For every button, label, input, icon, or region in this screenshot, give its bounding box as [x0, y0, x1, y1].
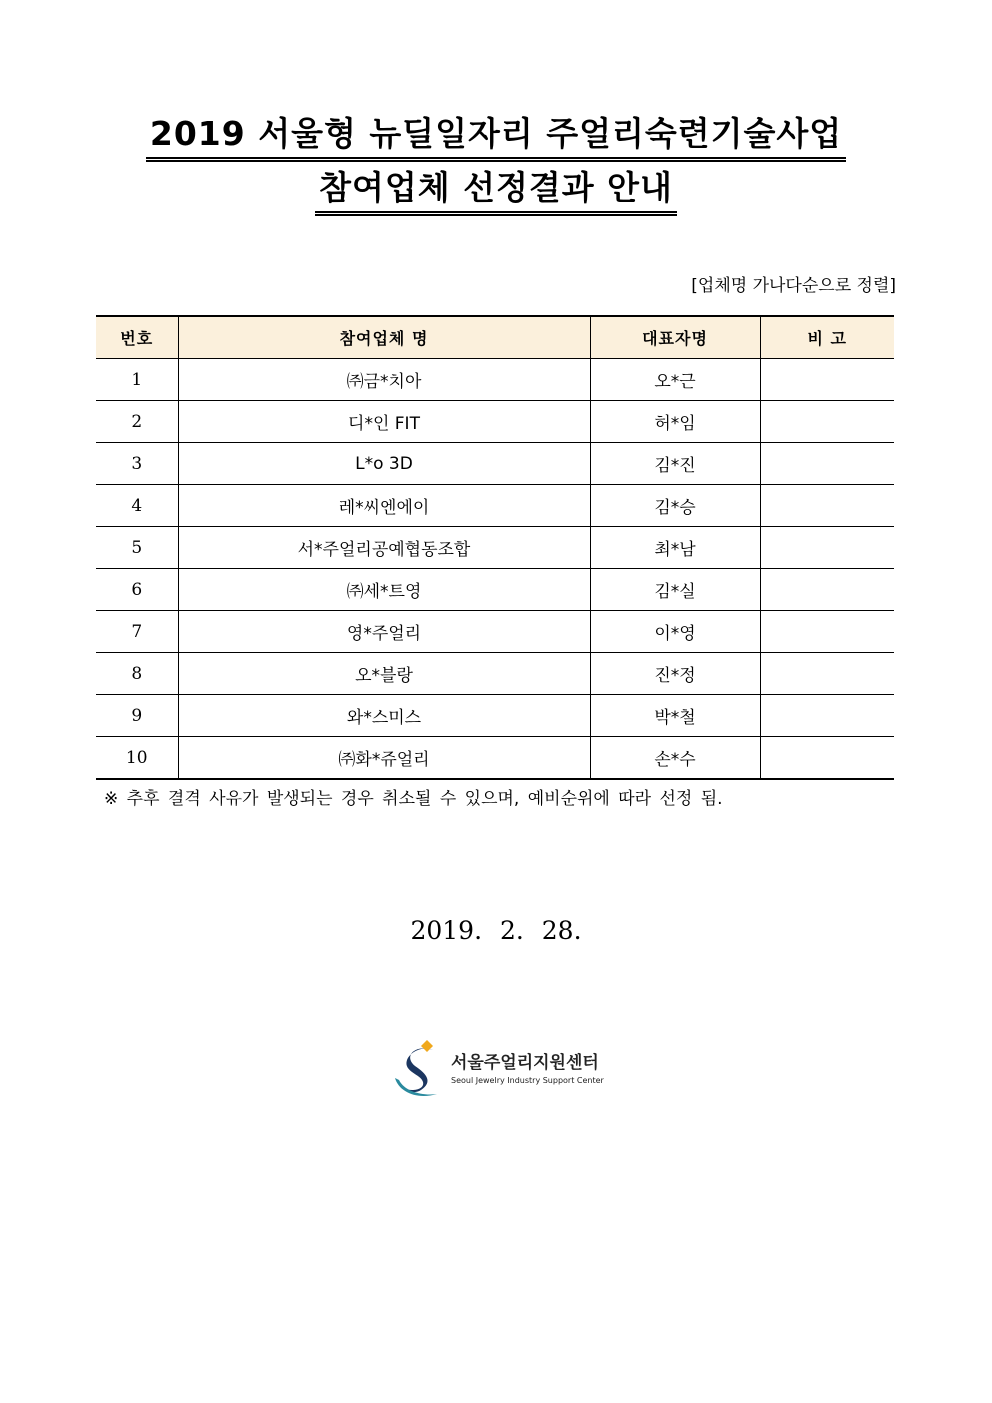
table-row	[96, 569, 894, 611]
sort-order-note: [업체명 가나다순으로 정렬]	[691, 276, 896, 296]
cell-representative: 손*수	[590, 737, 760, 780]
cell-representative: 박*철	[590, 695, 760, 737]
cell-company-name: 서*주얼리공예협동조합	[178, 527, 590, 569]
jewelry-s-logo-icon	[393, 1038, 449, 1100]
cell-remark	[760, 359, 894, 401]
cell-number: 5	[96, 527, 178, 569]
cell-number: 1	[96, 359, 178, 401]
cell-representative: 진*정	[590, 653, 760, 695]
cell-company-name: 레*씨엔에이	[178, 485, 590, 527]
cell-number: 6	[96, 569, 178, 611]
selection-results-table	[96, 315, 894, 780]
cell-company-name: 와*스미스	[178, 695, 590, 737]
cell-representative: 최*남	[590, 527, 760, 569]
cell-number: 4	[96, 485, 178, 527]
cell-company-name: ㈜세*트영	[178, 569, 590, 611]
cell-company-name: L*o 3D	[178, 443, 590, 485]
document-title-line-2	[0, 168, 992, 216]
cell-number: 7	[96, 611, 178, 653]
title-line-1-text: 2019 서울형 뉴딜일자리 주얼리숙련기술사업	[146, 114, 846, 162]
cell-company-name: 오*블랑	[178, 653, 590, 695]
table-row	[96, 611, 894, 653]
table-row	[96, 527, 894, 569]
cell-remark	[760, 611, 894, 653]
table-row	[96, 485, 894, 527]
cell-remark	[760, 527, 894, 569]
organization-logo	[393, 1038, 613, 1100]
header-remark: 비 고	[760, 316, 894, 359]
document-title-line-1	[0, 114, 992, 162]
cell-remark	[760, 401, 894, 443]
header-number: 번호	[96, 316, 178, 359]
table-row	[96, 359, 894, 401]
cell-representative: 이*영	[590, 611, 760, 653]
header-representative: 대표자명	[590, 316, 760, 359]
cell-number: 9	[96, 695, 178, 737]
cell-representative: 김*진	[590, 443, 760, 485]
cell-number: 2	[96, 401, 178, 443]
title-line-2-text: 참여업체 선정결과 안내	[315, 168, 677, 216]
footnote: ※ 추후 결격 사유가 발생되는 경우 취소될 수 있으며, 예비순위에 따라 선정 됨.	[104, 789, 723, 809]
table-row	[96, 401, 894, 443]
logo-name: 서울주얼리지원센터	[451, 1053, 599, 1073]
cell-remark	[760, 485, 894, 527]
logo-subtitle: Seoul Jewelry Industry Support Center	[451, 1076, 604, 1085]
cell-remark	[760, 653, 894, 695]
cell-remark	[760, 443, 894, 485]
document-date: 2019. 2. 28.	[410, 916, 582, 945]
cell-representative: 김*승	[590, 485, 760, 527]
header-company-name: 참여업체 명	[178, 316, 590, 359]
cell-representative: 김*실	[590, 569, 760, 611]
table-row	[96, 443, 894, 485]
cell-company-name: 디*인 FIT	[178, 401, 590, 443]
table-row	[96, 695, 894, 737]
table-body	[96, 359, 894, 780]
cell-company-name: 영*주얼리	[178, 611, 590, 653]
cell-number: 8	[96, 653, 178, 695]
cell-remark	[760, 569, 894, 611]
cell-remark	[760, 737, 894, 780]
table-row	[96, 737, 894, 780]
table-header-row	[96, 316, 894, 359]
cell-number: 10	[96, 737, 178, 780]
cell-company-name: ㈜금*치아	[178, 359, 590, 401]
cell-company-name: ㈜화*쥬얼리	[178, 737, 590, 780]
cell-remark	[760, 695, 894, 737]
cell-representative: 허*임	[590, 401, 760, 443]
cell-representative: 오*근	[590, 359, 760, 401]
cell-number: 3	[96, 443, 178, 485]
table-row	[96, 653, 894, 695]
